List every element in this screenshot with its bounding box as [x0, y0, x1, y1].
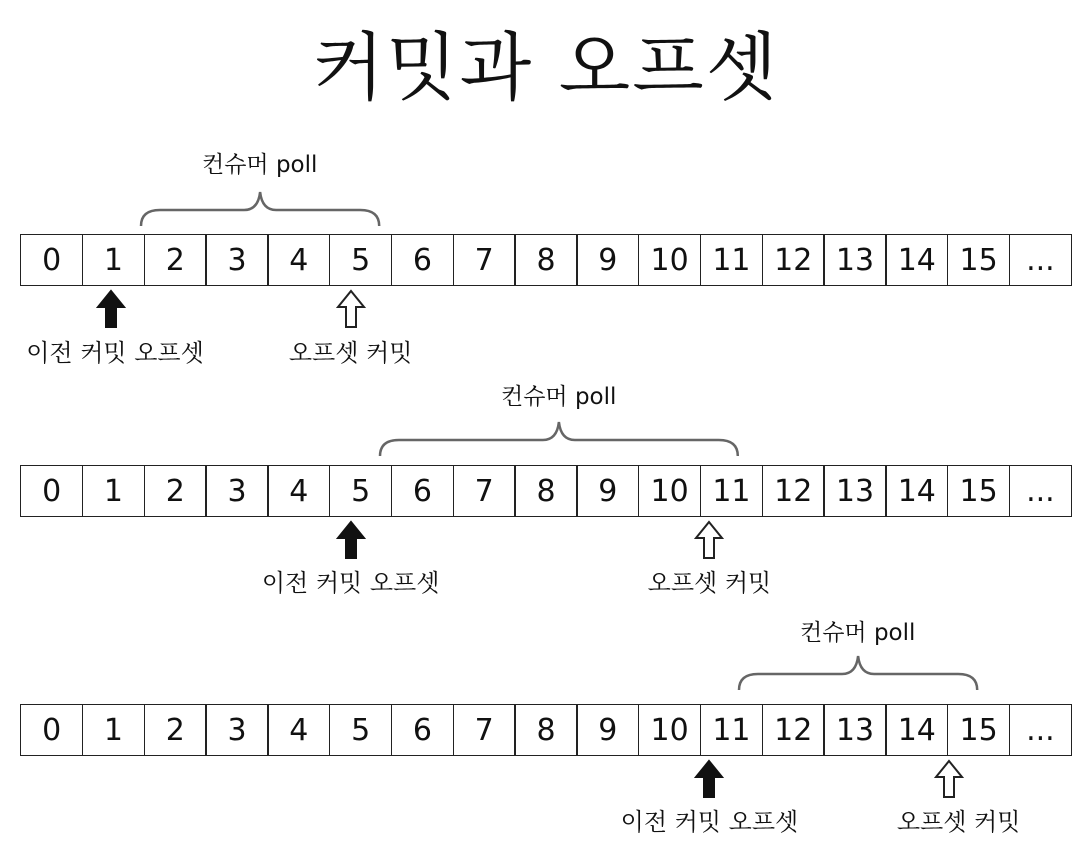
offset-cell: ...	[1009, 704, 1072, 756]
offset-cell: 15	[947, 234, 1010, 286]
filled-up-arrow-icon	[96, 289, 126, 333]
offset-cell: 4	[267, 234, 330, 286]
offset-cell: 0	[20, 234, 83, 286]
offset-cell: 7	[453, 234, 516, 286]
offset-cell: 1	[82, 465, 145, 517]
poll-brace	[379, 418, 739, 458]
offset-cell: 11	[700, 465, 763, 517]
prev-commit-offset-label: 이전 커밋 오프셋	[261, 569, 440, 597]
offset-cell: 3	[205, 465, 268, 517]
hollow-up-arrow-icon	[934, 759, 964, 803]
offset-cell: 13	[823, 704, 886, 756]
offset-cell: 6	[391, 465, 454, 517]
offset-cell: 11	[700, 234, 763, 286]
offset-cell: 15	[947, 465, 1010, 517]
offset-cell: 14	[885, 234, 948, 286]
offset-cell: 4	[267, 704, 330, 756]
hollow-up-arrow-icon	[694, 520, 724, 564]
offset-cell: 13	[823, 234, 886, 286]
offset-cell: 10	[638, 465, 701, 517]
offset-cell: 1	[82, 704, 145, 756]
offset-cell: 14	[885, 704, 948, 756]
offset-cell: 7	[453, 704, 516, 756]
offset-cell: ...	[1009, 234, 1072, 286]
commit-offset-label: 오프셋 커밋	[896, 808, 1021, 836]
offset-cells	[20, 465, 1072, 517]
offset-cell: 14	[885, 465, 948, 517]
offset-cell: 11	[700, 704, 763, 756]
offset-cells	[20, 234, 1072, 286]
commit-offset-label: 오프셋 커밋	[288, 339, 413, 367]
poll-brace	[738, 652, 978, 692]
filled-up-arrow-icon	[336, 520, 366, 564]
offset-cell: 13	[823, 465, 886, 517]
offset-cell: 6	[391, 704, 454, 756]
offset-cell: 3	[205, 704, 268, 756]
offset-cell: 15	[947, 704, 1010, 756]
offset-cell: 2	[144, 465, 207, 517]
offset-cell: 12	[762, 704, 825, 756]
consumer-poll-label: 컨슈머 poll	[201, 152, 318, 178]
offset-cell: 8	[514, 234, 577, 286]
offset-cell: 8	[514, 465, 577, 517]
consumer-poll-label: 컨슈머 poll	[799, 620, 916, 646]
offset-cell: 6	[391, 234, 454, 286]
offset-cell: 0	[20, 465, 83, 517]
offset-cells	[20, 704, 1072, 756]
consumer-poll-label: 컨슈머 poll	[500, 384, 617, 410]
prev-commit-offset-label: 이전 커밋 오프셋	[620, 808, 799, 836]
poll-brace	[140, 188, 380, 228]
offset-cell: 3	[205, 234, 268, 286]
offset-cell: 9	[576, 704, 639, 756]
offset-cell: 12	[762, 465, 825, 517]
offset-cell: 1	[82, 234, 145, 286]
offset-cell: 0	[20, 704, 83, 756]
offset-cell: 5	[329, 704, 392, 756]
offset-cell: 2	[144, 704, 207, 756]
offset-cell: 7	[453, 465, 516, 517]
offset-cell: 2	[144, 234, 207, 286]
page-title: 커밋과 오프셋	[312, 25, 780, 111]
offset-cell: 5	[329, 465, 392, 517]
offset-cell: 4	[267, 465, 330, 517]
offset-cell: 10	[638, 704, 701, 756]
filled-up-arrow-icon	[694, 759, 724, 803]
offset-cell: 5	[329, 234, 392, 286]
hollow-up-arrow-icon	[336, 289, 366, 333]
offset-cell: 9	[576, 465, 639, 517]
offset-cell: 8	[514, 704, 577, 756]
offset-cell: 12	[762, 234, 825, 286]
commit-offset-label: 오프셋 커밋	[647, 569, 772, 597]
offset-cell: 10	[638, 234, 701, 286]
offset-cell: 9	[576, 234, 639, 286]
prev-commit-offset-label: 이전 커밋 오프셋	[26, 339, 204, 367]
offset-cell: ...	[1009, 465, 1072, 517]
